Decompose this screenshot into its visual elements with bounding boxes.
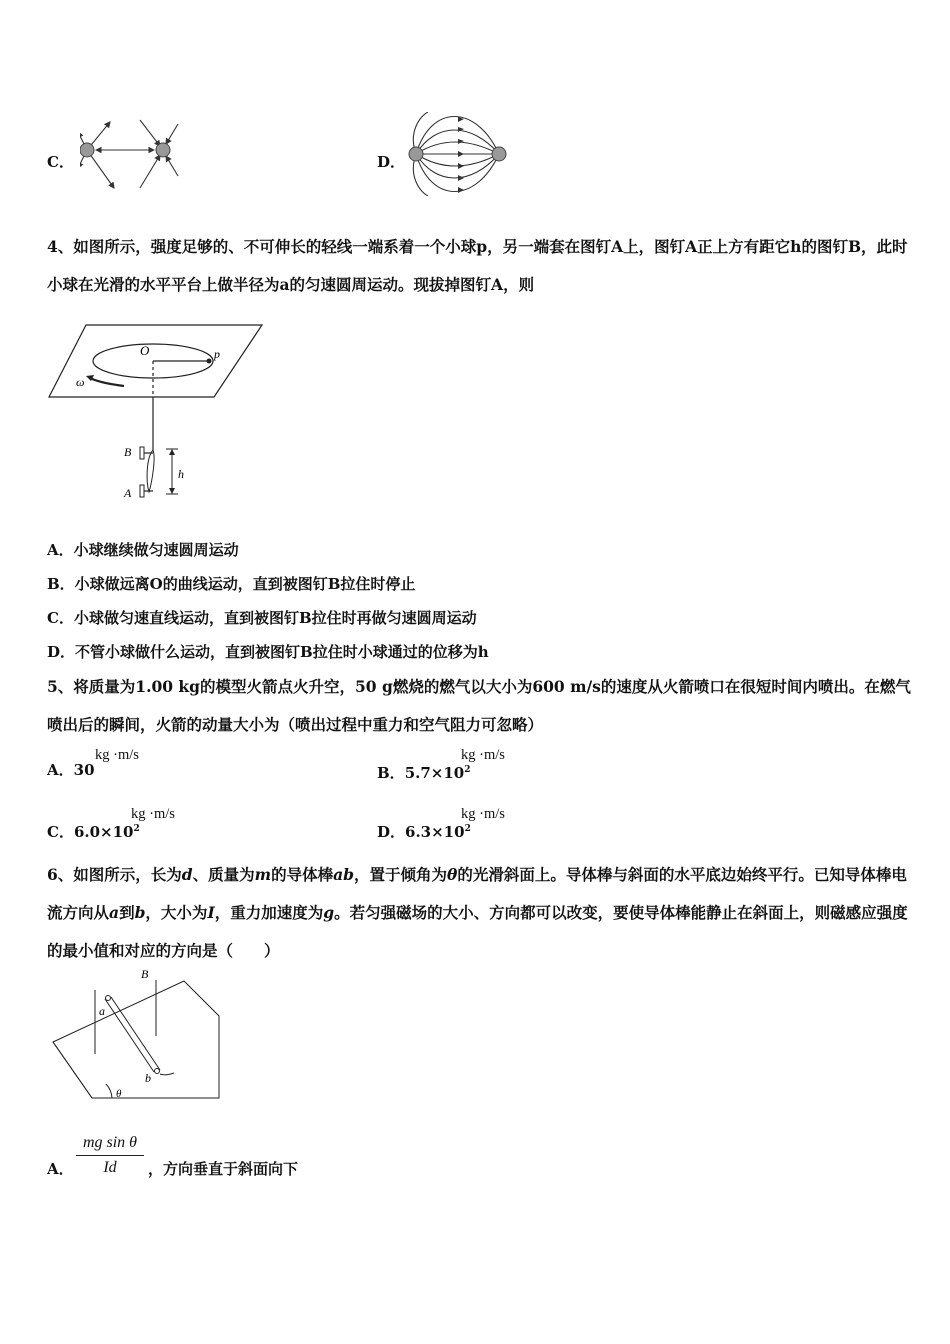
q3-option-c-label: C． bbox=[47, 153, 74, 171]
q3-option-d-label: D． bbox=[377, 153, 406, 171]
q6-label-a: a bbox=[99, 1004, 105, 1018]
q5-option-a-value: 30 bbox=[73, 761, 95, 779]
q6-var-m: m bbox=[254, 865, 272, 884]
q6-stem-part: ，大小为 bbox=[145, 903, 208, 922]
q5-option-a-label: A． bbox=[47, 761, 74, 779]
q4-stem: 4、如图所示，强度足够的、不可伸长的轻线一端系着一个小球p，另一端套在图钉A上，图钉A正上方有距它h的图钉B，此时小球在光滑的水平平台上做半径为a的匀速圆周运动。现拔掉图钉A，则 bbox=[47, 237, 908, 294]
right-charge-icon bbox=[156, 143, 170, 157]
q6-var-g: g bbox=[323, 903, 335, 922]
q4-option-a: A．小球继续做匀速圆周运动 bbox=[47, 541, 239, 559]
q5-option-a-unit: kg ·m/s bbox=[95, 747, 139, 763]
q6-stem-part: 的导体棒 bbox=[271, 865, 334, 884]
q6-label-b-field: B bbox=[141, 967, 149, 981]
q6-option-a-numerator: mg sin θ bbox=[82, 1134, 138, 1151]
q6-stem bbox=[47, 856, 912, 970]
q5-option-b-unit: kg ·m/s bbox=[461, 747, 505, 763]
q6-stem-part: ，重力加速度为 bbox=[214, 903, 324, 922]
right-charge-icon bbox=[492, 147, 506, 161]
q4-figure bbox=[46, 322, 268, 504]
q6-option-a-label: A． bbox=[47, 1160, 74, 1178]
q6-option-a-suffix: ，方向垂直于斜面向下 bbox=[148, 1160, 299, 1178]
q5-option-c-unit: kg ·m/s bbox=[131, 806, 175, 822]
q5-option-c-mantissa: 6.0×10 bbox=[73, 823, 134, 841]
q5-option-b-mantissa: 5.7×10 bbox=[404, 764, 465, 782]
q5-option-c-exp: 2 bbox=[133, 824, 140, 834]
q6-label-b: b bbox=[145, 1071, 151, 1085]
q6-stem-part: 的光滑斜面上。导体棒与斜面的水平底边始终平行。已知导体棒电流方向从 bbox=[47, 865, 907, 922]
q5-option-b-label: B． bbox=[377, 764, 405, 782]
q6-var-b: b bbox=[134, 903, 146, 922]
q6-stem-part: 。若匀强磁场的大小、方向都可以改变，要使导体棒能静止在斜面上，则磁感应强度的最小值和对应的方向是（ ） bbox=[47, 903, 908, 960]
q4-option-b: B．小球做远离O的曲线运动，直到被图钉B拉住时停止 bbox=[47, 575, 416, 593]
q6-option-a-denominator: Id bbox=[103, 1159, 117, 1176]
q4-option-d: D．不管小球做什么运动，直到被图钉B拉住时小球通过的位移为h bbox=[47, 643, 489, 661]
q5-option-b bbox=[377, 760, 471, 783]
q5-option-d bbox=[377, 819, 471, 842]
q4-label-a: A bbox=[124, 486, 132, 500]
q5-option-a bbox=[47, 760, 95, 780]
q6-option-a-fraction bbox=[76, 1133, 144, 1178]
q4-label-h: h bbox=[178, 467, 184, 481]
q5-option-c bbox=[47, 819, 140, 842]
q6-var-theta: θ bbox=[446, 865, 458, 884]
q5-option-c-label: C． bbox=[47, 823, 74, 841]
q4-label-omega: ω bbox=[76, 375, 85, 389]
q6-stem-part: ，置于倾角为 bbox=[353, 865, 447, 884]
q5-option-b-exp: 2 bbox=[464, 765, 471, 775]
q3-option-c-figure bbox=[80, 118, 180, 196]
q5-option-d-mantissa: 6.3×10 bbox=[405, 823, 465, 841]
left-charge-icon bbox=[80, 143, 94, 157]
q6-var-a: a bbox=[109, 903, 120, 922]
q4-label-p: p bbox=[214, 347, 220, 361]
q6-var-ab: ab bbox=[333, 865, 354, 884]
q6-stem-part: 、质量为 bbox=[192, 865, 255, 884]
q4-label-o: O bbox=[140, 343, 150, 358]
q6-var-d: d bbox=[181, 865, 193, 884]
q5-option-d-exp: 2 bbox=[464, 824, 471, 834]
q4-label-b: B bbox=[124, 445, 132, 459]
q3-option-d-figure bbox=[406, 112, 510, 196]
q5-option-d-unit: kg ·m/s bbox=[461, 806, 505, 822]
q6-figure bbox=[50, 966, 224, 1104]
q6-stem-part: 到 bbox=[119, 903, 135, 922]
fraction-bar bbox=[76, 1155, 144, 1156]
q5-option-d-label: D． bbox=[377, 823, 406, 841]
q6-var-i: I bbox=[207, 903, 215, 922]
q6-label-theta: θ bbox=[116, 1088, 122, 1100]
q4-option-c: C．小球做匀速直线运动，直到被图钉B拉住时再做匀速圆周运动 bbox=[47, 609, 477, 627]
left-charge-icon bbox=[409, 147, 423, 161]
q6-stem-part: 6、如图所示，长为 bbox=[47, 865, 182, 884]
q5-stem: 5、将质量为1.00 kg的模型火箭点火升空，50 g燃烧的燃气以大小为600 m/s的速度从火箭喷口在很短时间内喷出。在燃气喷出后的瞬间，火箭的动量大小为（喷出过程中重力和空气阻力可忽略） bbox=[47, 677, 911, 734]
